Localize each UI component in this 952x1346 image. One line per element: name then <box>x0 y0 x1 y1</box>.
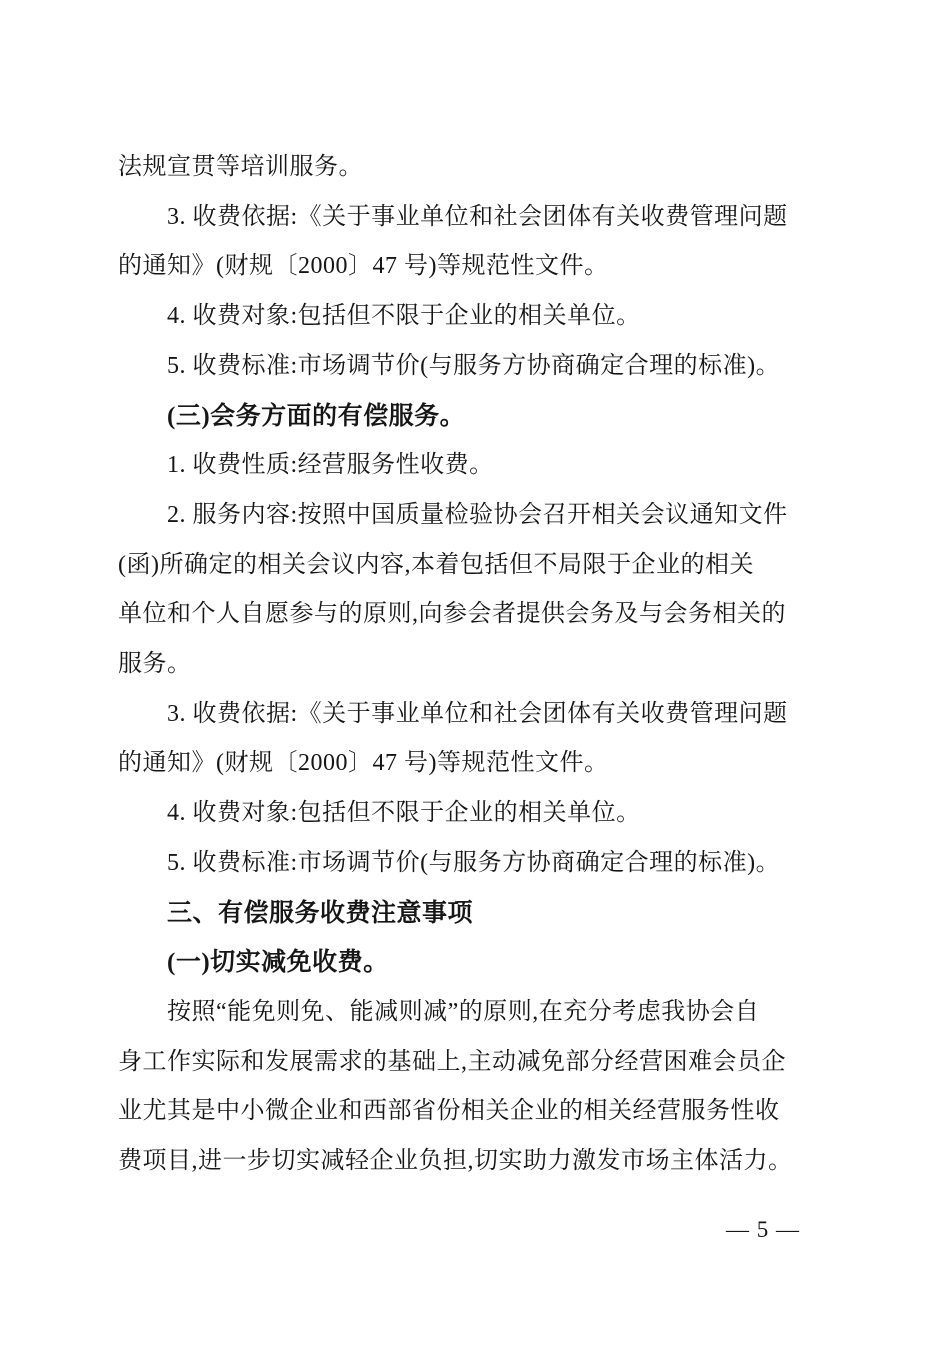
text-line: 费项目,进一步切实减轻企业负担,切实助力激发市场主体活力。 <box>118 1148 793 1175</box>
text-line: (函)所确定的相关会议内容,本着包括但不局限于企业的相关 <box>118 551 754 578</box>
document-body <box>118 143 858 1187</box>
page-number: — 5 — <box>726 1217 800 1242</box>
text-line: 服务。 <box>118 651 192 678</box>
text-line: 的通知》(财规〔2000〕47 号)等规范性文件。 <box>118 253 609 280</box>
text-line: 单位和个人自愿参与的原则,向参会者提供会务及与会务相关的 <box>118 601 786 628</box>
heading-line: 三、有偿服务收费注意事项 <box>167 898 474 927</box>
heading-line: (一)切实减免收费。 <box>167 949 389 977</box>
text-line: 5. 收费标准:市场调节价(与服务方协商确定合理的标准)。 <box>167 849 781 876</box>
text-line: 4. 收费对象:包括但不限于企业的相关单位。 <box>167 303 641 330</box>
text-line: 2. 服务内容:按照中国质量检验协会召开相关会议通知文件 <box>167 501 788 528</box>
text-line: 3. 收费依据:《关于事业单位和社会团体有关收费管理问题 <box>167 203 788 230</box>
text-line: 5. 收费标准:市场调节价(与服务方协商确定合理的标准)。 <box>167 352 781 379</box>
text-line: 按照“能免则免、能减则减”的原则,在充分考虑我协会自 <box>167 998 760 1025</box>
text-line: 1. 收费性质:经营服务性收费。 <box>167 452 494 479</box>
text-line: 身工作实际和发展需求的基础上,主动减免部分经营困难会员企 <box>118 1048 786 1075</box>
text-line: 法规宣贯等培训服务。 <box>118 154 363 180</box>
text-line: 4. 收费对象:包括但不限于企业的相关单位。 <box>167 800 641 827</box>
heading-line: (三)会务方面的有偿服务。 <box>167 402 466 430</box>
text-line: 的通知》(财规〔2000〕47 号)等规范性文件。 <box>118 750 609 777</box>
text-line: 3. 收费依据:《关于事业单位和社会团体有关收费管理问题 <box>167 700 788 727</box>
text-line: 业尤其是中小微企业和西部省份相关企业的相关经营服务性收 <box>118 1098 780 1125</box>
